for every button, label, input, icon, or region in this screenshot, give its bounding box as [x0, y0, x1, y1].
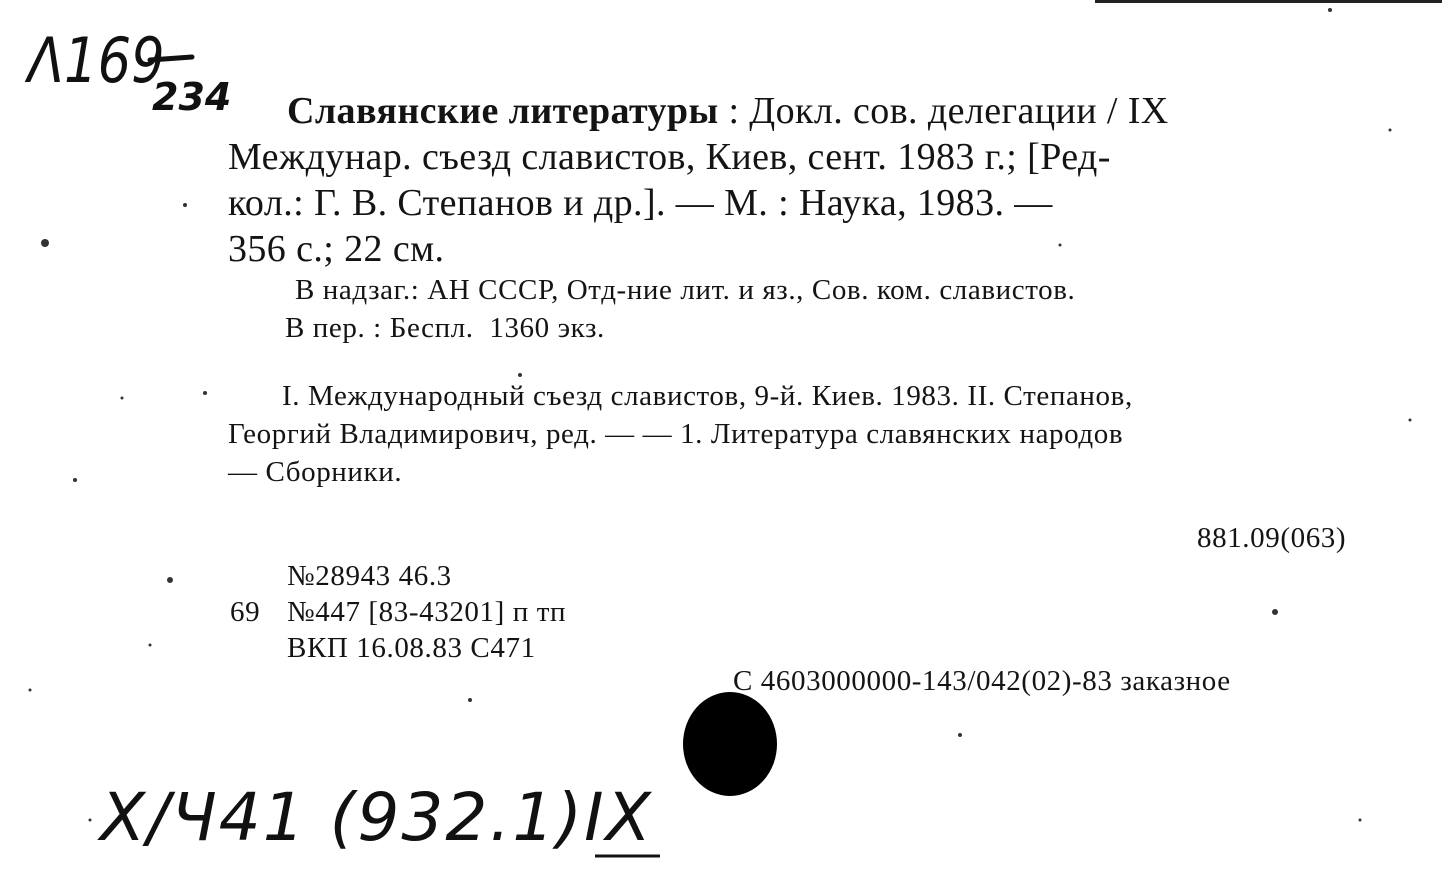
- entry-title-rest: : Докл. сов. делегации / IX: [728, 90, 1169, 132]
- handwritten-classification: X/Ч41 (932.1)IX: [100, 779, 653, 856]
- entry-line-1: [287, 92, 1169, 130]
- record-line-2-prefix: 69: [230, 596, 261, 628]
- tracing-line-3: — Сборники.: [228, 456, 403, 488]
- entry-line-3: кол.: Г. В. Степанов и др.]. — М. : Наука, 1983. —: [228, 182, 1053, 224]
- udc-classification: 881.09(063): [1197, 522, 1347, 554]
- record-line-2: №447 [83-43201] п тп: [287, 596, 567, 628]
- handwritten-shelf-code: Λ169: [28, 24, 165, 97]
- entry-line-4: 356 с.; 22 см.: [228, 228, 445, 270]
- tracing-line-2: Георгий Владимирович, ред. — — 1. Литература славянских народов: [228, 418, 1124, 450]
- tracing-line-1: I. Международный съезд славистов, 9-й. Киев. 1983. II. Степанов,: [282, 380, 1133, 412]
- record-line-3: ВКП 16.08.83 С471: [287, 632, 536, 664]
- notes-line-1: В надзаг.: АН СССР, Отд-ние лит. и яз., Сов. ком. славистов.: [295, 274, 1076, 306]
- handwritten-shelf-subcode: 234: [152, 75, 232, 119]
- entry-line-2: Междунар. съезд славистов, Киев, сент. 1983 г.; [Ред-: [228, 136, 1111, 178]
- entry-title: Славянские литературы: [287, 90, 719, 132]
- punch-hole: [683, 692, 777, 796]
- notes-line-2: В пер. : Беспл. 1360 экз.: [285, 312, 605, 344]
- order-code: С 4603000000-143/042(02)-83 заказное: [733, 665, 1231, 697]
- record-line-1: №28943 46.3: [287, 560, 452, 592]
